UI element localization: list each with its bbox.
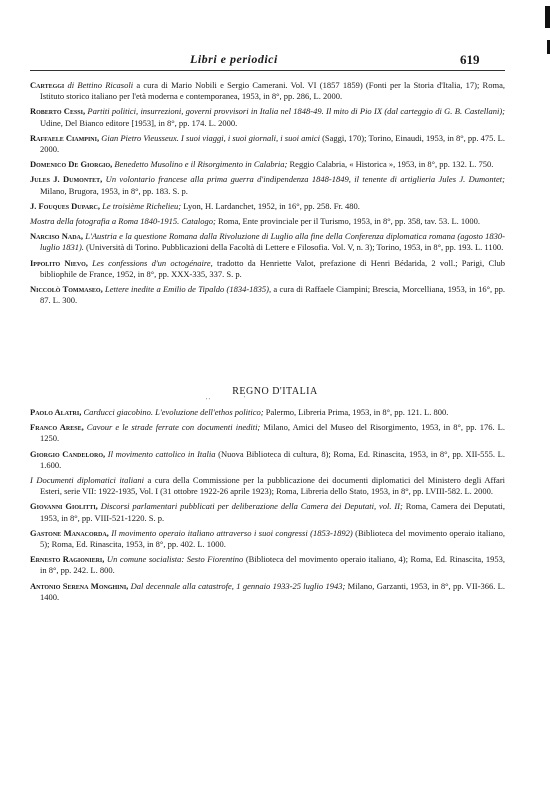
entry-author: Niccolò Tommaseo, <box>30 284 103 295</box>
entry-author: Domenico De Giorgio, <box>30 159 113 170</box>
entry-title: Mostra della fotografia a Roma 1840-1915. Catalogo; <box>30 216 216 227</box>
bibliography-entry <box>30 159 505 170</box>
entry-author: Gastone Manacorda, <box>30 527 109 538</box>
entry-details: Reggio Calabria, « Historica », 1953, in 8°, pp. 132. L. 750. <box>287 159 494 170</box>
entry-author: Paolo Alatri, <box>30 407 82 417</box>
bibliography-entry <box>30 133 505 155</box>
entry-details: Palermo, Libreria Prima, 1953, in 8°, pp. 121. L. 800. <box>263 407 449 417</box>
entry-details: Lyon, H. Lardanchet, 1952, in 16°, pp. 258. Fr. 480. <box>181 200 360 211</box>
entry-details: a cura di Mario Nobili e Sergio Camerani. Vol. VI (1857 1859) (Fonti per la Storia d'Italia, 17); Roma, Istituto storico italiano per l'età moderna e contemporanea, 1953, in 8°, pp. 286, L. 2000. <box>40 80 505 102</box>
bibliography-entry <box>30 449 505 471</box>
bibliography-entry <box>30 422 505 444</box>
section-heading: REGNO D'ITALIA <box>232 386 318 397</box>
page-edge-mark <box>545 6 550 28</box>
entry-author: Giovanni Giolitti, <box>30 501 98 512</box>
bibliography-entry <box>30 581 505 603</box>
bibliography-entry <box>30 528 505 550</box>
entry-title: Lettere inedite a Emilio de Tipaldo (1834-1835), <box>102 284 272 295</box>
bibliography-list-regno <box>30 407 505 607</box>
print-speck: ' ' <box>206 398 210 404</box>
bibliography-entry <box>30 216 505 227</box>
entry-title: Un comune socialista: Sesto Fiorentino <box>104 554 244 565</box>
print-speck: ' <box>244 396 246 402</box>
entry-details: (Biblioteca del movimento operaio italiano, 4); Roma, Ed. Rinascita, 1953, in 8°, pp. 242. L. 800. <box>40 554 505 576</box>
entry-title: Le troisième Richelieu; <box>99 200 182 211</box>
entry-author: Carteggi <box>30 80 65 90</box>
bibliography-entry <box>30 407 505 418</box>
entry-author: Giorgio Candeloro, <box>30 448 106 459</box>
page-number: 619 <box>460 52 480 67</box>
entry-author: Roberto Cessi, <box>30 106 86 117</box>
entry-author: Raffaele Ciampini, <box>30 132 100 143</box>
entry-author: Jules J. Dumontet, <box>30 174 103 185</box>
entry-author: Ippolito Nievo, <box>30 257 88 268</box>
entry-title: Dal decennale alla catastrofe, 1 gennaio 1933-25 luglio 1943; <box>128 580 346 591</box>
entry-title: Il movimento cattolico in Italia <box>105 448 216 459</box>
running-head-title: Libri e periodici <box>190 52 278 66</box>
entry-title: Carducci giacobino. L'evoluzione dell'ethos politico; <box>81 407 264 417</box>
entry-title: Partiti politici, insurrezioni, governi provvisori in Italia nel 1848-49. Il mito di Pio IX (dal carteggio di G. B. Castellani); <box>85 106 505 117</box>
bibliography-entry <box>30 501 505 523</box>
entry-details: Roma, Camera dei Deputati, 1953, in 8°, pp. VIII-521-1220. S. p. <box>40 501 506 523</box>
bibliography-entry <box>30 554 505 576</box>
bibliography-entry <box>30 231 505 253</box>
entry-details: tradotto da Henriette Valot, prefazione di Henri Bédarida, 2 voll.; Parigi, Club bibliophile de France, 1952, in 8°, pp. XXX-335, 337. S. p. <box>40 257 505 279</box>
entry-title: L'Austria e la questione Romana dalla Rivoluzione di Luglio alla fine della Conferenza diplomatica romana (agosto 1830-luglio 1831). <box>40 231 505 253</box>
bibliography-entry <box>30 201 505 212</box>
bibliography-entry <box>30 475 505 497</box>
entry-author: Franco Arese, <box>30 422 84 433</box>
bibliography-entry <box>30 284 505 306</box>
entry-title: Il movimento operaio italiano attraverso i suoi congressi (1853-1892) <box>108 527 353 538</box>
entry-details: a cura di Raffaele Ciampini; Brescia, Morcelliana, 1953, in 16°, pp. 87. L. 300. <box>40 284 505 306</box>
bibliography-list <box>30 80 505 310</box>
entry-title: Gian Pietro Vieusseux. I suoi viaggi, i suoi giornali, i suoi amici <box>99 132 320 143</box>
entry-details: (Università di Torino. Pubblicazioni della Facoltà di Lettere e Filosofia. Vol. V, n. 3); Torino, 1953, in 8°, pp. 193. L. 1100. <box>83 242 504 253</box>
entry-author: Antonio Serena Monghini, <box>30 580 129 591</box>
entry-details: Milano, Amici del Museo del Risorgimento, 1953, in 8°, pp. 176. L. 1250. <box>40 422 505 444</box>
bibliography-entry <box>30 174 505 196</box>
entry-title: Benedetto Musolino e il Risorgimento in Calabria; <box>112 159 288 170</box>
entry-details: Udine, Del Bianco editore [1953], in 8°, pp. 174. L. 2000. <box>40 117 238 128</box>
entry-details: a cura della Commissione per la pubblicazione dei documenti diplomatici del Ministero degli Affari Esteri, serie VII: 1922-1935, Vol. I (31 ottobre 1922-26 aprile 1923); Roma, Libreria dello Stato, 1953, in 8°, pp. LVIII-582. L. 2000. <box>40 475 506 497</box>
bibliography-entry <box>30 106 505 128</box>
entry-details: (Nuova Biblioteca di cultura, 8); Roma, Ed. Rinascita, 1953, in 8°, pp. XII-555. L. 1.600. <box>40 448 505 470</box>
entry-details: Roma, Ente provinciale per il Turismo, 1953, in 8°, pp. 358, tav. 53. L. 1000. <box>215 216 481 227</box>
entry-title: Discorsi parlamentari pubblicati per deliberazione della Camera dei Deputati, vol. II; <box>97 501 403 512</box>
entry-title: Cavour e le strade ferrate con documenti inediti; <box>83 422 261 433</box>
header-rule <box>30 70 505 71</box>
entry-title: Un volontario francese alla prima guerra d'indipendenza 1848-1849, il tenente di artiglieria Jules J. Dumontet; <box>102 174 505 185</box>
entry-title: Les confessions d'un octogénaire, <box>87 257 213 268</box>
bibliography-entry <box>30 80 505 102</box>
entry-details: (Biblioteca del movimento operaio italiano, 5); Roma, Ed. Rinascita, 1953, in 8°, pp. 402. L. 1000. <box>40 527 505 550</box>
entry-author: J. Fouques Duparc, <box>30 200 100 211</box>
entry-title: I Documenti diplomatici italiani <box>30 475 144 486</box>
entry-author: Ernesto Ragionieri, <box>30 554 105 565</box>
entry-author: Narciso Nada, <box>30 231 84 242</box>
entry-details: Milano, Brugora, 1953, in 8°, pp. 183. S. p. <box>40 185 188 196</box>
entry-title: di Bettino Ricasoli <box>64 80 134 90</box>
running-head <box>0 52 550 72</box>
entry-details: Milano, Garzanti, 1953, in 8°, pp. VII-366. L. 1400. <box>40 580 505 602</box>
entry-details: (Saggi, 170); Torino, Einaudi, 1953, in 8°, pp. 475. L. 2000. <box>40 132 505 155</box>
bibliography-entry <box>30 258 505 280</box>
